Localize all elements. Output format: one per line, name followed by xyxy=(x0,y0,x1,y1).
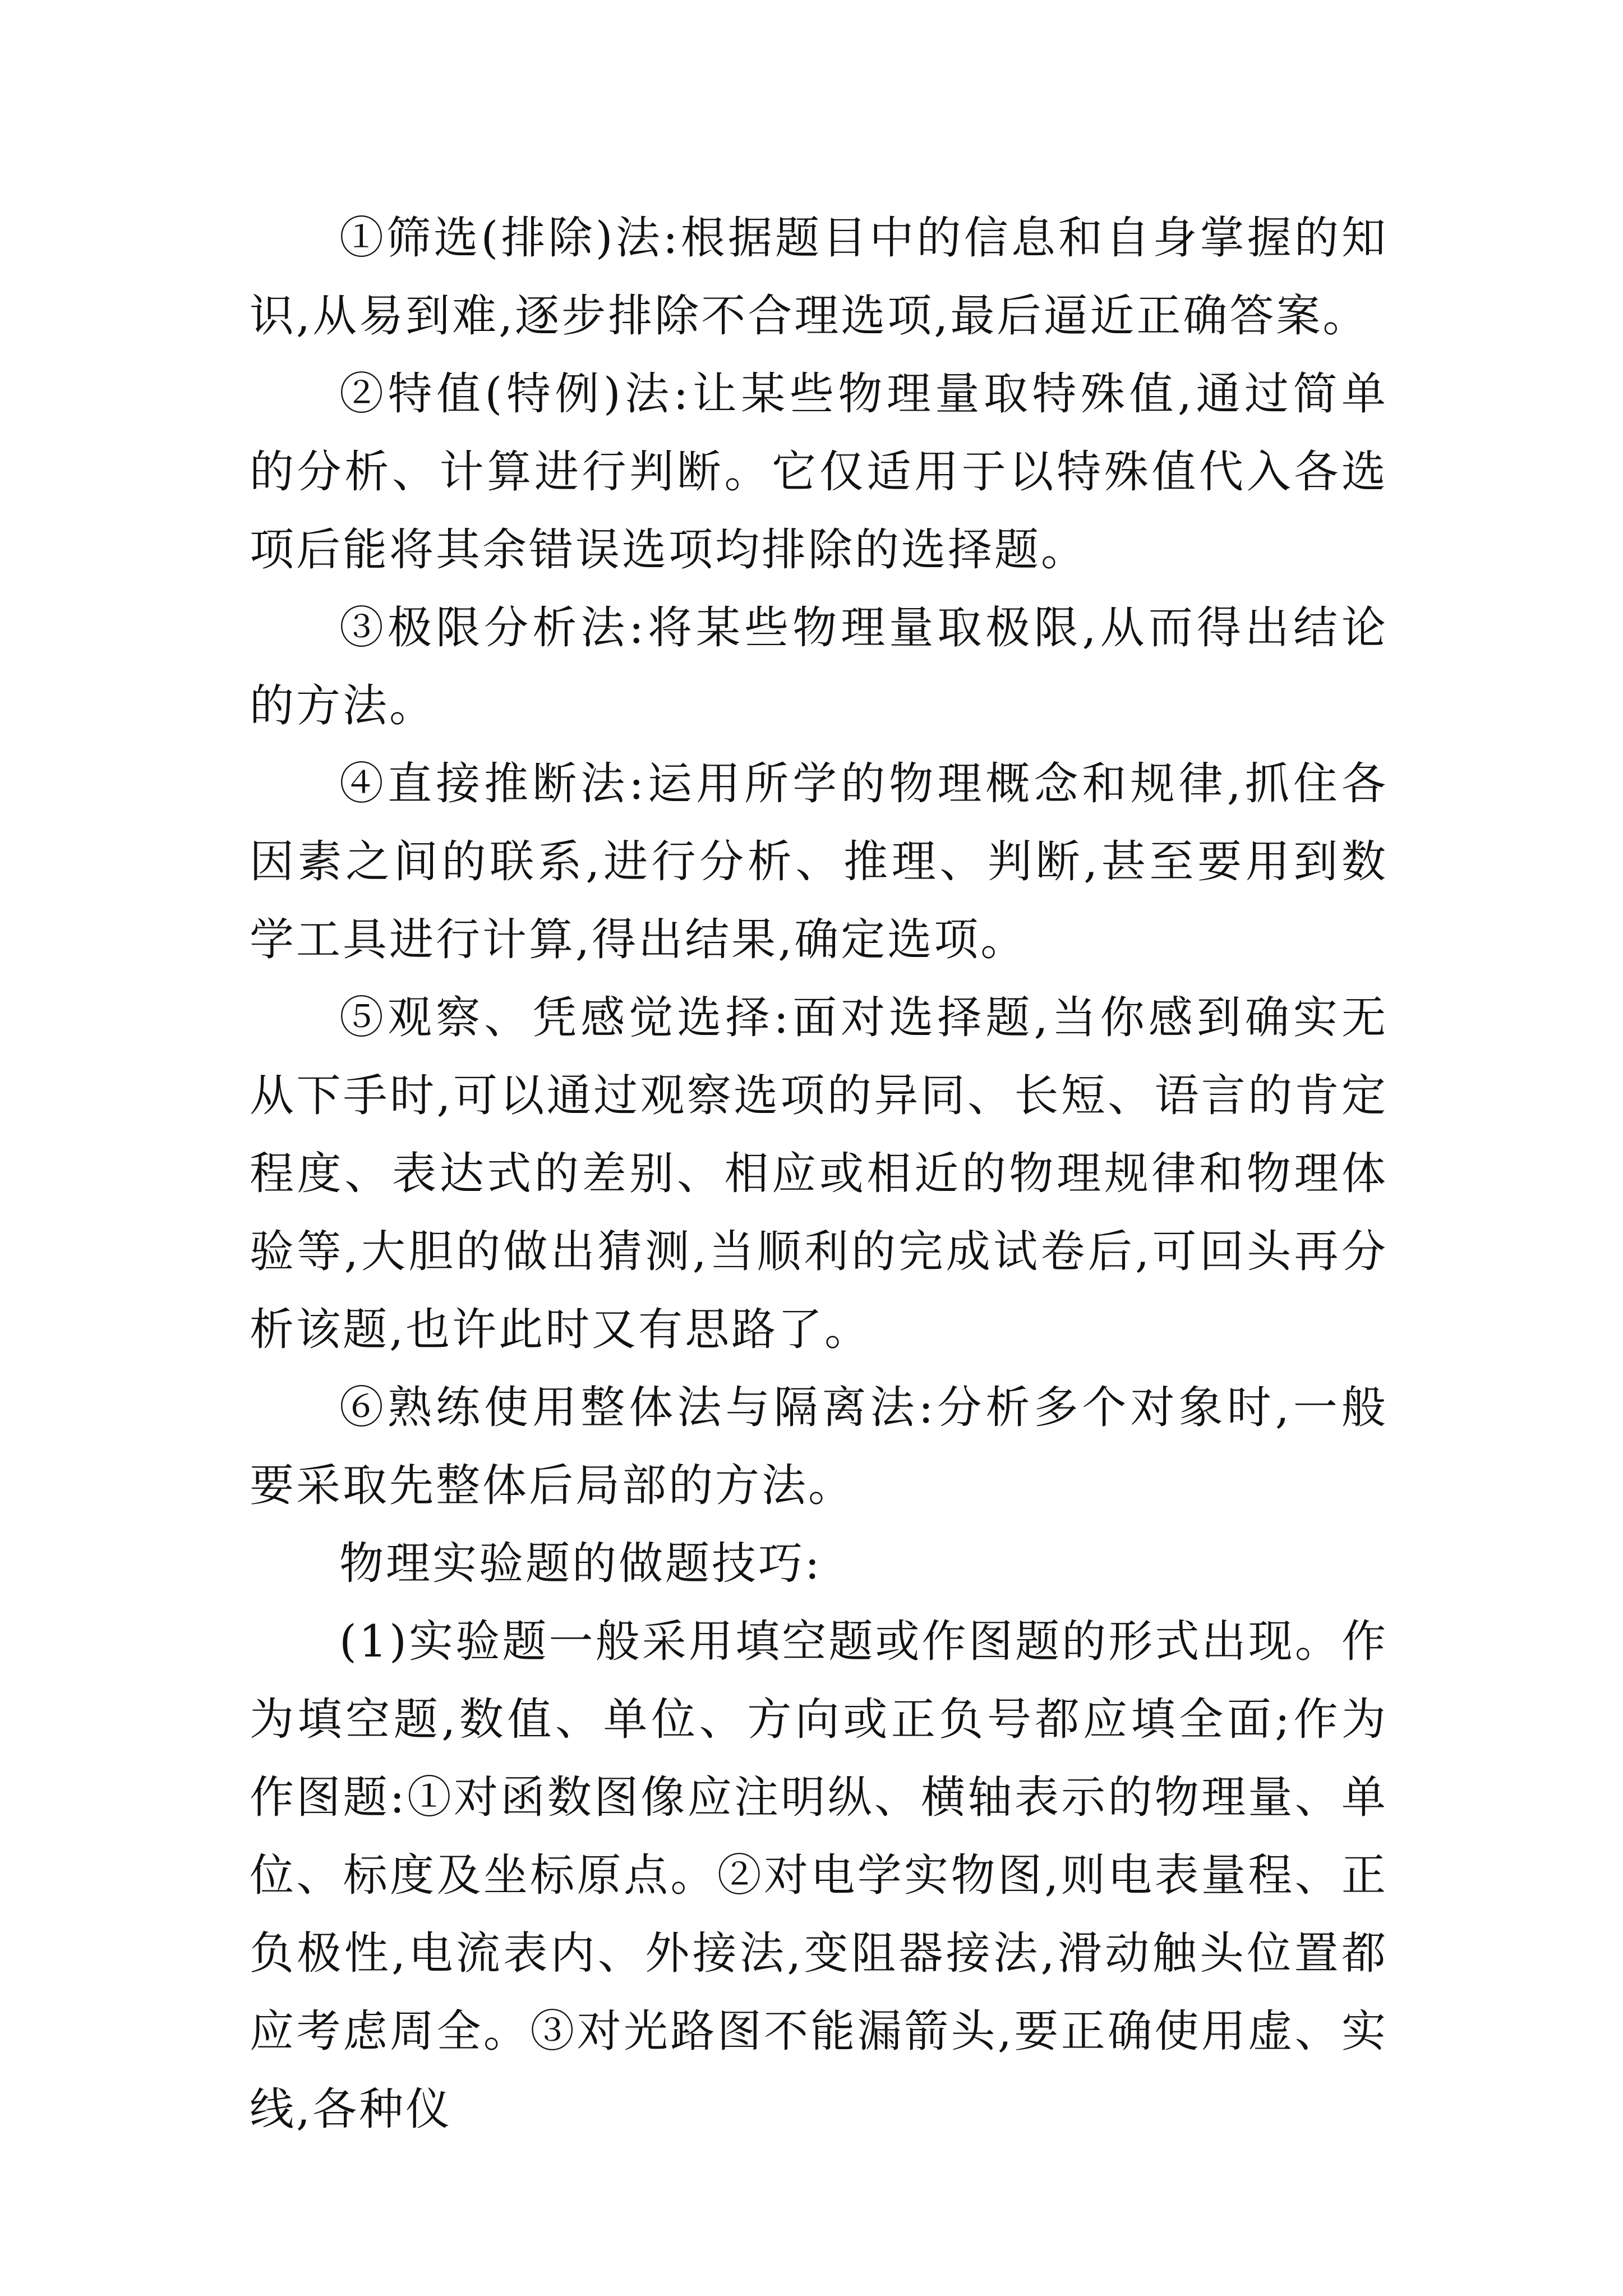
document-body xyxy=(250,199,1388,2148)
paragraph-direct-inference-method: ④直接推断法:运用所学的物理概念和规律,抓住各因素之间的联系,进行分析、推理、判断,甚至要用到数学工具进行计算,得出结果,确定选项。 xyxy=(250,758,1388,965)
paragraph-experiment-tip-1: (1)实验题一般采用填空题或作图题的形式出现。作为填空题,数值、单位、方向或正负号都应填全面;作为作图题:①对函数图像应注明纵、横轴表示的物理量、单位、标度及坐标原点。②对电学实物图,则电表量程、正负极性,电流表内、外接法,变阻器接法,滑动触头位置都应考虑周全。③对光路图不能漏箭头,要正确使用虚、实线,各种仪 xyxy=(250,1616,1388,2135)
paragraph-observation-method: ⑤观察、凭感觉选择:面对选择题,当你感到确实无从下手时,可以通过观察选项的异同、长短、语言的肯定程度、表达式的差别、相应或相近的物理规律和物理体验等,大胆的做出猜测,当顺利的完成试卷后,可回头再分析该题,也许此时又有思路了。 xyxy=(250,992,1388,1355)
paragraph-whole-and-isolation-method: ⑥熟练使用整体法与隔离法:分析多个对象时,一般要采取先整体后局部的方法。 xyxy=(250,1382,1388,1511)
paragraph-screening-method: ①筛选(排除)法:根据题目中的信息和自身掌握的知识,从易到难,逐步排除不合理选项,最后逼近正确答案。 xyxy=(250,212,1388,342)
paragraph-special-value-method: ②特值(特例)法:让某些物理量取特殊值,通过简单的分析、计算进行判断。它仅适用于以特殊值代入各选项后能将其余错误选项均排除的选择题。 xyxy=(250,368,1388,576)
paragraph-experiment-heading: 物理实验题的做题技巧: xyxy=(339,1538,822,1589)
paragraph-limit-analysis-method: ③极限分析法:将某些物理量取极限,从而得出结论的方法。 xyxy=(250,602,1388,731)
